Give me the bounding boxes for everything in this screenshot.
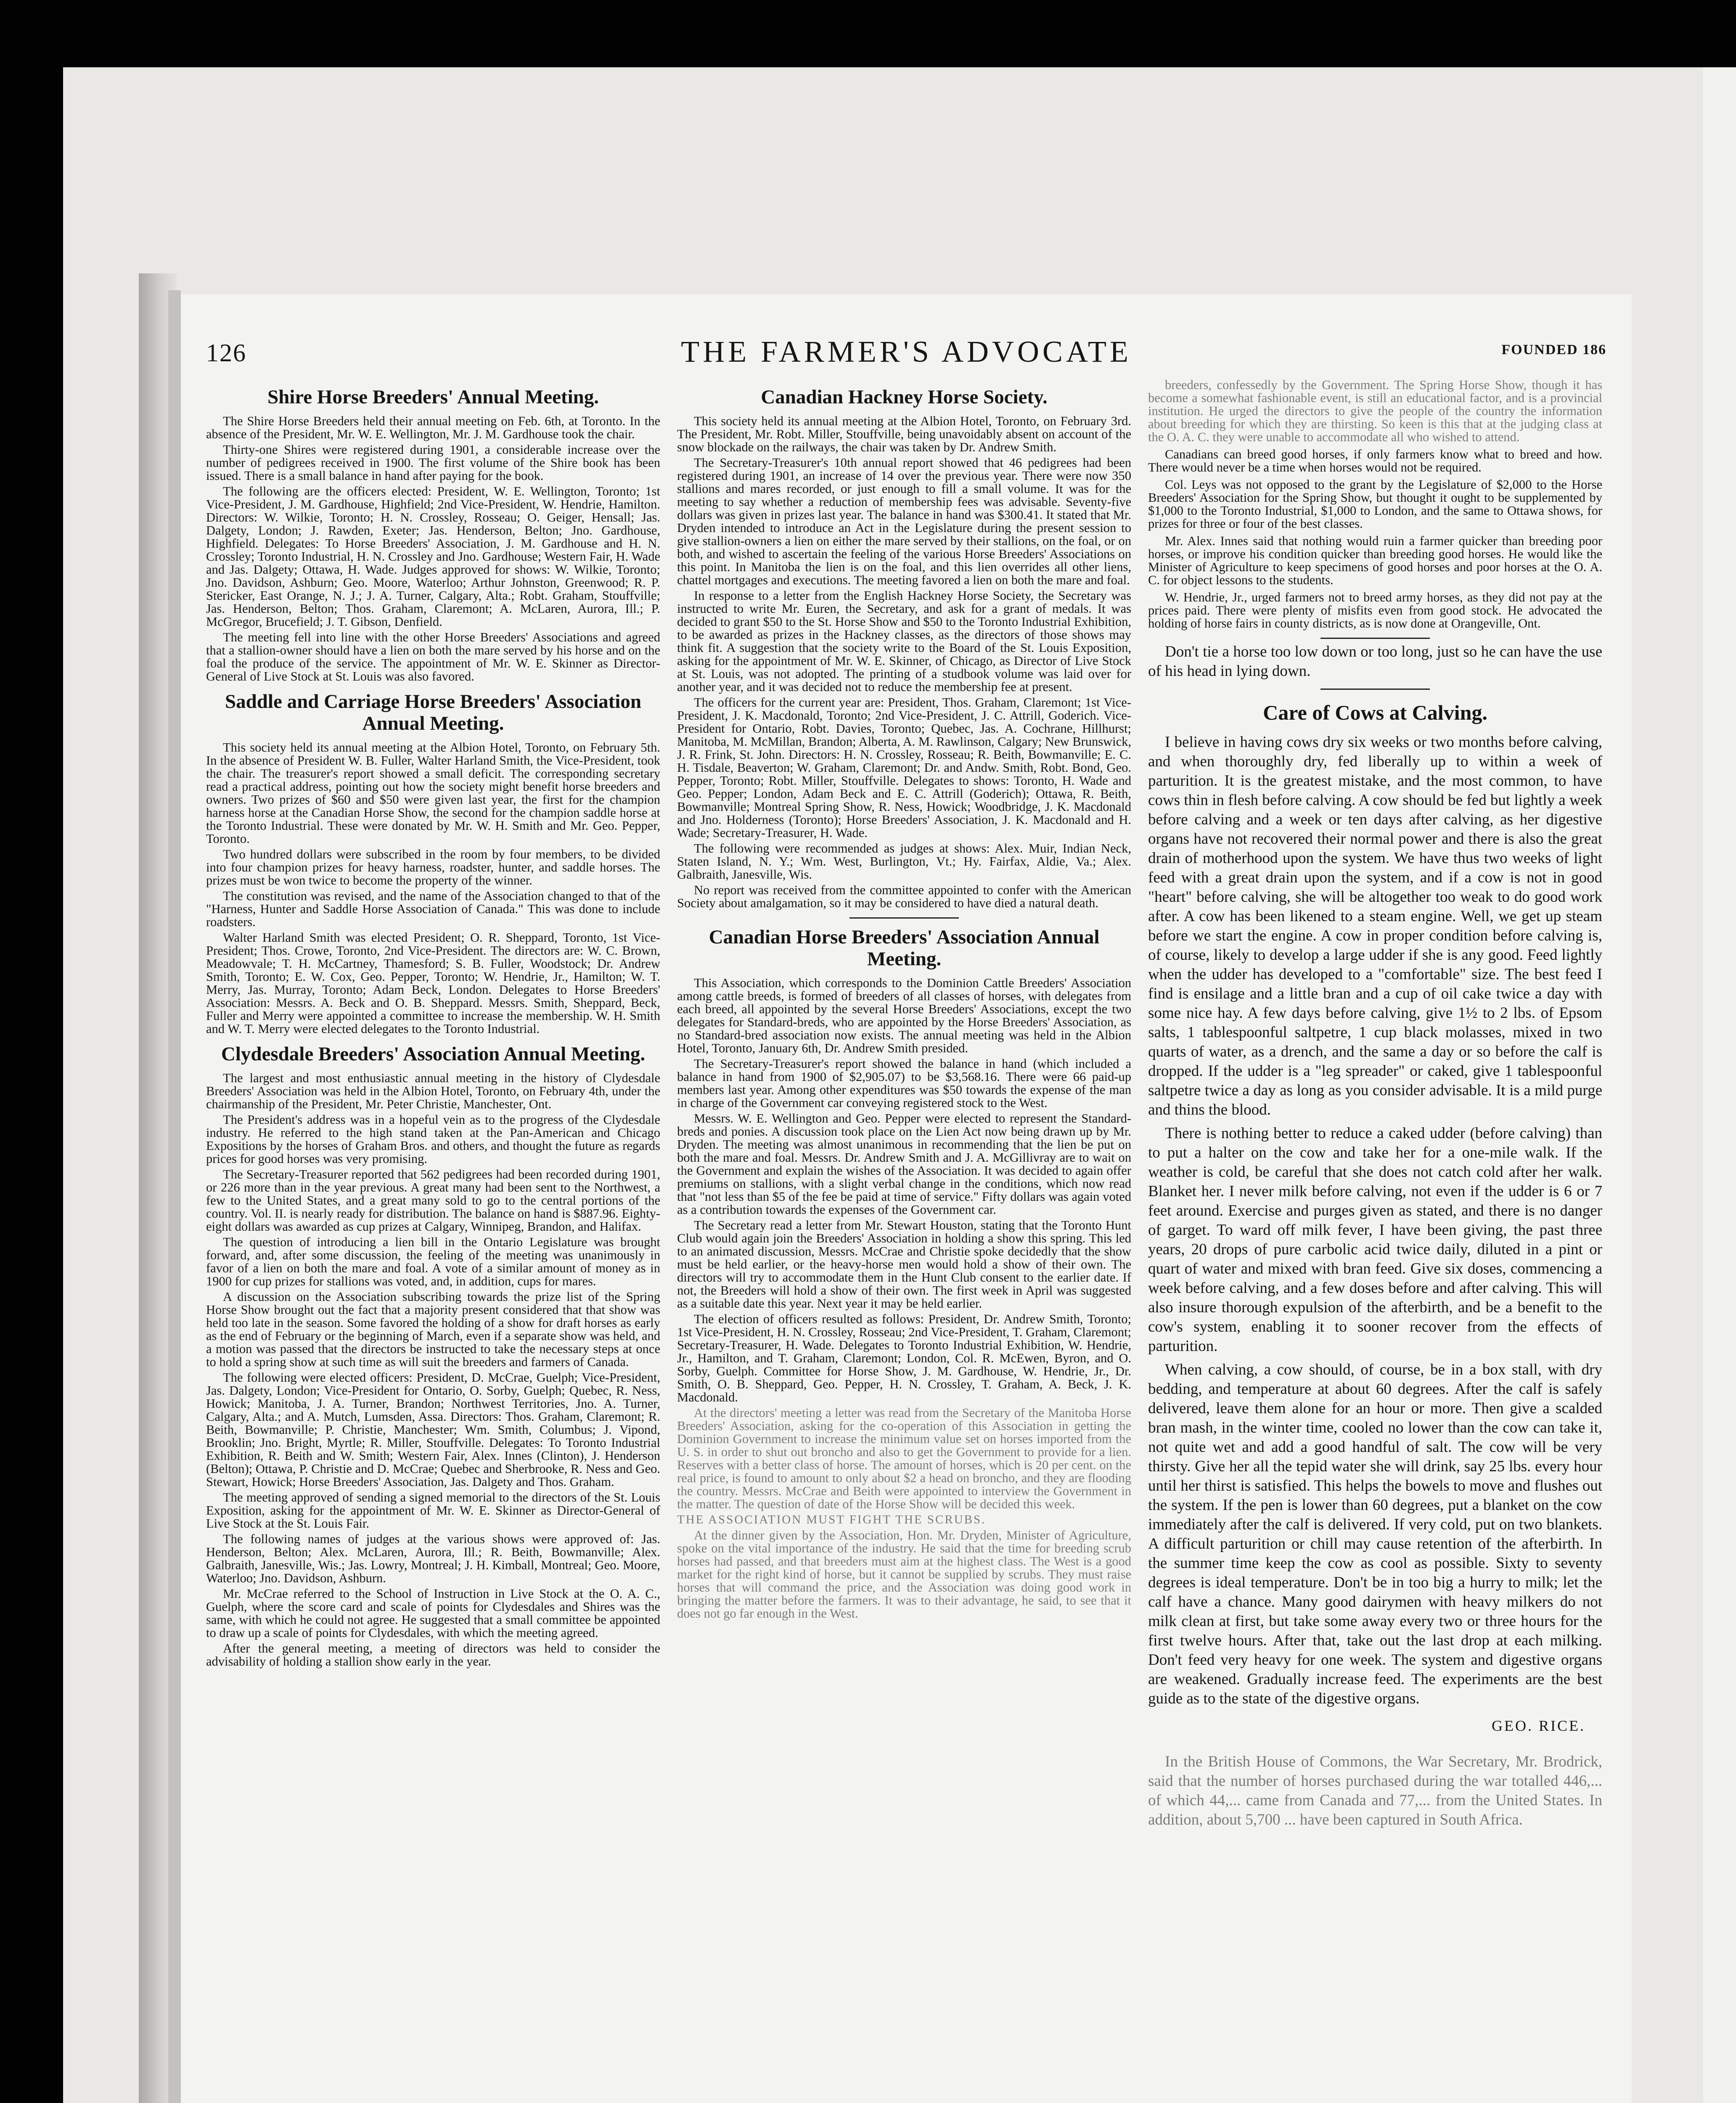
author-signature: GEO. RICE.	[1492, 1717, 1585, 1734]
clydesdale-article-title: Clydesdale Breeders' Association Annual Meeting.	[221, 1043, 646, 1065]
section-divider	[1321, 638, 1430, 639]
shire-paragraph: The Shire Horse Breeders held their annual meeting on Feb. 6th, at Toronto. In the absence of the President, Mr. W. E. Wellington, Mr. J. M. Gardhouse took the chair.	[206, 414, 660, 441]
continued-paragraph: Canadians can breed good horses, if only farmers know what to breed and how. There would never be a time when horses would not be required.	[1148, 447, 1602, 474]
founded-label: FOUNDED 186	[1501, 342, 1606, 358]
clydesdale-paragraph: A discussion on the Association subscribing towards the prize list of the Spring Horse Show brought out the fact that a majority present considered that that show was held too late in the season. Some favored the holding of a show for draft horses as early as the end of February or the beginning of March, even if a separate show was held, and a motion was passed that the directors be instructed to take the necessary steps at once to hold a spring show at such time as will suit the breeders and farmers of Canada.	[206, 1290, 660, 1369]
horse-breeders-article-title: Canadian Horse Breeders' Association Annual Meeting.	[709, 926, 1100, 970]
column-1	[206, 379, 660, 2103]
section-divider	[849, 917, 959, 919]
saddle-paragraph: Walter Harland Smith was elected President; O. R. Sheppard, Toronto, 1st Vice-President; Thos. Crowe, Toronto, 2nd Vice-President. The directors are: W. C. Brown, Meadowvale; T. H. McCartney, Thamesford; S. B. Fuller, Woodstock; Dr. Andrew Smith, Toronto; E. W. Cox, Geo. Pepper, Toronto; W. Hendrie, Jr., Hamilton; W. T. Merry, Jas. Murray, Toronto; Adam Beck, London. Delegates to Horse Breeders' Association: Messrs. A. Beck and O. B. Sheppard. Messrs. Smith, Sheppard, Beck, Fuller and Merry were appointed a committee to increase the membership. W. H. Smith and W. T. Merry were elected delegates to the Toronto Industrial.	[206, 930, 660, 1036]
saddle-paragraph: Two hundred dollars were subscribed in the room by four members, to be divided into four champion prizes for heavy harness, roadster, hunter, and saddle horses. The prizes must be won twice to become the property of the winner.	[206, 847, 660, 887]
continued-paragraph: Mr. Alex. Innes said that nothing would ruin a farmer quicker than breeding poor horses, or improve his condition quicker than breeding good horses. He would like the Minister of Agriculture to keep specimens of good horses and poor horses at the O. A. C. for object lessons to the students.	[1148, 534, 1602, 587]
hackney-paragraph: The Secretary-Treasurer's 10th annual report showed that 46 pedigrees had been registered during 1901, an increase of 14 over the previous year. There were now 350 stallions and mares recorded, or just enough to fill a small volume. It was for the meeting to say whether a reduction of membership fees was advisable. Seventy-five dollars was given in prizes last year. The balance in hand was $300.41. It stated that Mr. Dryden intended to introduce an Act in the Legislature during the present session to give stallion-owners a lien on either the mare served by their stallions, on the foal, or on both, and wished to ascertain the feeling of the various Horse Breeders' Associations on this point. In Manitoba the lien is on the foal, and this lien overrides all other liens, chattel mortgages and executions. The meeting favored a lien on both the mare and foal.	[677, 456, 1131, 587]
page-number: 126	[206, 339, 246, 367]
publication-title: THE FARMER'S ADVOCATE	[681, 335, 1132, 368]
clydesdale-paragraph: After the general meeting, a meeting of directors was held to consider the advisability of holding a stallion show early in the year.	[206, 1641, 660, 1669]
shire-article-title: Shire Horse Breeders' Annual Meeting.	[267, 386, 599, 408]
horse-breeders-paragraph: At the dinner given by the Association, Hon. Mr. Dryden, Minister of Agriculture, spoke on the vital importance of the industry. He said that the time for breeding scrub horses had passed, and that breeders must aim at the highest class. The West is a good market for the right kind of horse, but it cannot be supplied by scrubs. They must raise horses that will command the price, and the Association was doing good work in bringing the matter before the farmers. It was to their advantage, he said, to see that it does not go far enough in the West.	[677, 1528, 1131, 1621]
continued-paragraph: W. Hendrie, Jr., urged farmers not to breed army horses, as they did not pay at the prices paid. There were plenty of misfits even from good stock. He advocated the holding of horse fairs in county districts, as is now done at Orangeville, Ont.	[1148, 590, 1602, 630]
clydesdale-paragraph: The Secretary-Treasurer reported that 562 pedigrees had been recorded during 1901, or 226 more than in the year previous. A great many had been sent to the Northwest, a few to the United States, and a great many sold to go to the central portions of the country. Vol. II. is nearly ready for distribution. The balance on hand is $887.96. Eighty-eight dollars was awarded as cup prizes at Calgary, Winnipeg, Brandon, and Halifax.	[206, 1167, 660, 1234]
horse-breeders-paragraph: Messrs. W. E. Wellington and Geo. Pepper were elected to represent the Standard-breds and ponies. A discussion took place on the Lien Act now being drawn up by Mr. Dryden. The meeting was almost unanimous in recommending that the lien be put on both the mare and foal. Messrs. Dr. Andrew Smith and J. A. McGillivray are to wait on the Government and explain the wishes of the Association. It was decided to again offer premiums on stallions, with a slight verbal change in the conditions, which now read that "not less than $5 of the fee be paid at time of service." Fifty dollars was again voted as a contribution towards the expenses of the Government car.	[677, 1111, 1131, 1217]
cows-paragraph: I believe in having cows dry six weeks or two months before calving, and when thoroughly dry, fed liberally up to within a week of parturition. It is the greatest mistake, and the most common, to have cows thin in flesh before calving. A cow should be fed but lightly a week before calving and a week or ten days after calving, as her digestive organs have not recovered their normal power and there is also the great drain of motherhood upon the system. We have thus two weeks of light feed with a great drain upon the system, and if a cow is not in good "heart" before calving, she will be altogether too weak to do good work after. A cow has been likened to a steam engine. Well, we get up steam before we start the engine. A cow in proper condition before calving is, of course, likely to develop a large udder if she is any good. Feed lightly when the udder has developed to a "comfortable" size. The best feed I find is ensilage and a little bran and a cup of oil cake twice a day with some nice hay. A few days before calving, give 1½ to 2 lbs. of Epsom salts, 1 tablespoonful saltpetre, 1 cup black molasses, mixed in two quarts of water, as a drench, and the same a day or so before the calf is dropped. If the udder is a "leg spreader" or caked, give 1 tablespoonful saltpetre twice a day as long as you consider advisable. It is a mild purge and thins the blood.	[1148, 734, 1602, 1118]
horse-breeders-paragraph: At the directors' meeting a letter was read from the Secretary of the Manitoba Horse Breeders' Association, asking for the co-operation of this Association in getting the Dominion Government to increase the minimum value set on horses imported from the U. S. in order to shut out broncho and also to get the Government to provide for a lien. Reserves with a better class of horse. The amount of horses, which is 20 per cent. on the real price, is found to amount to only about $2 a head on broncho, and they are flooding the country. Messrs. McCrae and Beith were appointed to interview the Government in the matter. The question of date of the Horse Show will be decided this week.	[677, 1406, 1131, 1511]
section-divider	[1321, 689, 1430, 690]
newspaper-page	[181, 294, 1632, 2103]
horse-breeders-paragraph: The election of officers resulted as follows: President, Dr. Andrew Smith, Toronto; 1st Vice-President, H. N. Crossley, Rosseau; 2nd Vice-President, T. Graham, Claremont; Secretary-Treasurer, H. Wade. Delegates to Toronto Industrial Exhibition, W. Hendrie, Jr., Hamilton, and T. Graham, Claremont; London, Col. R. McEwen, Byron, and O. Sorby, Guelph. Committee for Horse Show, J. M. Gardhouse, W. Hendrie, Jr., Dr. Smith, O. B. Sheppard, Geo. Pepper, H. N. Crossley, T. Graham, A. Beck, J. K. Macdonald.	[677, 1312, 1131, 1404]
shire-paragraph: The meeting fell into line with the other Horse Breeders' Associations and agreed that a stallion-owner should have a lien on both the mare served by his horse and on the foal the produce of the service. The appointment of Mr. W. E. Skinner as Director-General of Live Stock at St. Louis was also favored.	[206, 630, 660, 683]
clydesdale-paragraph: The meeting approved of sending a signed memorial to the directors of the St. Louis Exposition, asking for the appointment of Mr. W. E. Skinner as Director-General of Live Stock at the St. Louis Fair.	[206, 1490, 660, 1531]
hackney-article-title: Canadian Hackney Horse Society.	[761, 386, 1048, 408]
hackney-paragraph: This society held its annual meeting at the Albion Hotel, Toronto, on February 3rd. The President, Mr. Robt. Miller, Stouffville, being unavoidably absent on account of the snow blockade on the railways, the chair was taken by Dr. Andrew Smith.	[677, 414, 1131, 454]
cows-paragraph: There is nothing better to reduce a caked udder (before calving) than to put a halter on the cow and take her for a one-mile walk. If the weather is cold, be careful that she does not catch cold after her walk. Blanket her. I never milk before calving, not even if the udder is 6 or 7 feet around. Exercise and purges given as stated, and there is no danger of garget. To ward off milk fever, I have been giving, the past three years, 20 drops of pure carbolic acid twice daily, diluted in a pint or quart of water and mixed with bran feed. Give six doses, commencing a week before calving, and a few doses before and after calving. This will also insure thorough expulsion of the afterbirth, and be a benefit to the cow's system, enabling it to sooner recover from the effects of parturition.	[1148, 1125, 1602, 1355]
hackney-paragraph: The officers for the current year are: President, Thos. Graham, Claremont; 1st Vice-President, J. K. Macdonald, Toronto; 2nd Vice-President, J. C. Attrill, Goderich. Vice-President for Ontario, Robt. Davies, Toronto; Quebec, Jas. A. Cochrane, Hillhurst; Manitoba, M. McMillan, Brandon; Alberta, A. M. Rawlinson, Calgary; New Brunswick, J. R. Frink, St. John. Directors: H. N. Crossley, Rosseau; R. Beith, Bowmanville; E. C. H. Tisdale, Beaverton; W. Graham, Claremont; Dr. and Andw. Smith, Robt. Bond, Geo. Pepper, Toronto; Robt. Miller, Stouffville. Delegates to shows: Toronto, H. Wade and Geo. Pepper; London, Adam Beck and E. C. Attrill (Goderich); Ottawa, R. Beith, Bowmanville; Montreal Spring Show, R. Ness, Howick; Woodbridge, J. K. Macdonald and Jno. Holderness (Toronto); Horse Breeders' Association, J. K. Macdonald and H. Wade; Secretary-Treasurer, H. Wade.	[677, 695, 1131, 840]
cows-article-title: Care of Cows at Calving.	[1263, 701, 1487, 724]
hackney-paragraph: In response to a letter from the English Hackney Horse Society, the Secretary was instructed to write Mr. Euren, the Secretary, and ask for a grant of medals. It was decided to grant $50 to the St. Horse Show and $50 to the Toronto Industrial Exhibition, to be awarded as prizes in the Hackney classes, as the directors of those shows may think fit. A suggestion that the society write to the Board of the St. Louis Exposition, asking for the appointment of Mr. W. E. Skinner, of Chicago, as Director of Live Stock at St. Louis, was not adopted. The printing of a studbook volume was laid over for another year, and it was decided not to reduce the membership fee at present.	[677, 588, 1131, 694]
saddle-paragraph: This society held its annual meeting at the Albion Hotel, Toronto, on February 5th. In the absence of President W. B. Fuller, Walter Harland Smith, the Vice-President, took the chair. The treasurer's report showed a small deficit. The corresponding secretary read a practical address, pointing out how the society might benefit horse breeders and owners. Two prizes of $60 and $50 were given last year, the first for the champion harness horse at the Canadian Horse Show, the second for the champion saddle horse at the Toronto Industrial. These were donated by Mr. W. H. Smith and Mr. Geo. Pepper, Toronto.	[206, 740, 660, 846]
horse-breeders-paragraph: The Secretary-Treasurer's report showed the balance in hand (which included a balance in hand from 1900 of $2,905.07) to be $3,568.16. There were 66 paid-up members last year. Among other expenditures was $50 towards the expense of the man in charge of the Government car conveying registered stock to the West.	[677, 1057, 1131, 1110]
clydesdale-paragraph: The question of introducing a lien bill in the Ontario Legislature was brought forward, and, after some discussion, the feeling of the meeting was unanimously in favor of a lien on both the mare and foal. A vote of a similar amount of money as in 1900 for cup prizes for stallions was voted, and, in addition, cups for mares.	[206, 1235, 660, 1288]
column-3	[1148, 379, 1602, 2103]
shire-paragraph: The following are the officers elected: President, W. E. Wellington, Toronto; 1st Vice-President, J. M. Gardhouse, Highfield; 2nd Vice-President, W. Hendrie, Hamilton. Directors: W. Wilkie, Toronto; H. N. Crossley, Rosseau; O. Geiger, Hensall; Jas. Dalgety, London; J. Rawden, Exeter; Jas. Henderson, Belton; Jno. Gardhouse, Highfield. Delegates: To Horse Breeders' Association, J. M. Gardhouse and H. N. Crossley; Toronto Industrial, H. N. Crossley and Jno. Gardhouse; Western Fair, H. Wade and Jas. Dalgety; Ottawa, H. Wade. Judges approved for shows: W. Wilkie, Toronto; Jno. Davidson, Ashburn; Geo. Moore, Waterloo; Arthur Johnston, Greenwood; R. P. Stericker, East Orange, N. J.; J. A. Turner, Calgary, Alta.; Robt. Graham, Stouffville; Jas. Henderson, Belton; Thos. Graham, Claremont; A. McLaren, Aurora, Ill.; P. McGregor, Brucefield; J. T. Gibson, Denfield.	[206, 484, 660, 629]
saddle-paragraph: The constitution was revised, and the name of the Association changed to that of the "Harness, Hunter and Saddle Horse Association of Canada." This was done to include roadsters.	[206, 889, 660, 929]
hackney-paragraph: The following were recommended as judges at shows: Alex. Muir, Indian Neck, Staten Island, N. Y.; Wm. West, Burlington, Vt.; Hy. Fairfax, Aldie, Va.; Alex. Galbraith, Janesville, Wis.	[677, 841, 1131, 882]
news-note: In the British House of Commons, the War Secretary, Mr. Brodrick, said that the number of horses purchased during the war totalled 446,... of which 44,... came from Canada and 77,... from the United States. In addition, about 5,700 ... have been captured in South Africa.	[1148, 1753, 1602, 1828]
continued-paragraph: breeders, confessedly by the Government. The Spring Horse Show, though it has become a somewhat fashionable event, is still an educational factor, and is a provincial institution. He urged the directors to give the people of the country the information about breeding for which they are thirsting. So keen is this that at the judging class at the O. A. C. they were unable to accommodate all who wished to attend.	[1148, 379, 1602, 444]
horse-tip: Don't tie a horse too low down or too long, just so he can have the use of his head in lying down.	[1148, 643, 1602, 680]
column-2	[677, 379, 1131, 2103]
shire-paragraph: Thirty-one Shires were registered during 1901, a considerable increase over the number of pedigrees received in 1900. The first volume of the Shire book has been issued. There is a small balance in hand after paying for the book.	[206, 442, 660, 483]
horse-breeders-subheading: THE ASSOCIATION MUST FIGHT THE SCRUBS.	[677, 1513, 986, 1526]
saddle-article-title: Saddle and Carriage Horse Breeders' Association Annual Meeting.	[225, 691, 641, 734]
clydesdale-paragraph: The following names of judges at the various shows were approved of: Jas. Henderson, Belton; Alex. McLaren, Aurora, Ill.; R. Beith, Bowmanville; Alex. Galbraith, Janesville, Wis.; Jas. Lowry, Montreal; J. H. Kimball, Montreal; Geo. Moore, Waterloo; Jno. Davidson, Ashburn.	[206, 1532, 660, 1585]
continued-paragraph: Col. Leys was not opposed to the grant by the Legislature of $2,000 to the Horse Breeders' Association for the Spring Show, but thought it ought to be supplemented by $1,000 to the Toronto Industrial, $1,000 to London, and the same to Ottawa shows, for prizes for three or four of the best classes.	[1148, 477, 1602, 531]
page-header	[206, 334, 1606, 372]
hackney-paragraph: No report was received from the committee appointed to confer with the American Society about amalgamation, so it may be considered to have died a natural death.	[677, 883, 1131, 910]
clydesdale-paragraph: The President's address was in a hopeful vein as to the progress of the Clydesdale industry. He referred to the high stand taken at the Pan-American and Chicago Expositions by the horses of Graham Bros. and others, and thought the future as regards prices for good horses was very promising.	[206, 1112, 660, 1166]
horse-breeders-paragraph: This Association, which corresponds to the Dominion Cattle Breeders' Association among cattle breeds, is formed of breeders of all classes of horses, with delegates from each breed, all appointed by the several Horse Breeders' Associations, except the two delegates for Standard-breds, who are appointed by the Horse Breeders' Association, as no Standard-bred association now exists. The annual meeting was held in the Albion Hotel, Toronto, January 6th, Dr. Andrew Smith presided.	[677, 976, 1131, 1055]
clydesdale-paragraph: Mr. McCrae referred to the School of Instruction in Live Stock at the O. A. C., Guelph, where the score card and scale of points for Clydesdales and Shires was the same, with which he could not agree. He suggested that a small committee be appointed to draw up a scale of points for Clydesdales, with which the meeting agreed.	[206, 1587, 660, 1640]
cows-paragraph: When calving, a cow should, of course, be in a box stall, with dry bedding, and temperature at about 60 degrees. After the calf is safely delivered, leave them alone for an hour or more. Then give a scalded bran mash, in the winter time, cooled no lower than the cow can take it, not quite wet and add a good handful of salt. The cow will be very thirsty. Give her all the tepid water she will drink, say 25 lbs. every hour until her thirst is satisfied. This helps the bowels to move and flushes out the system. If the pen is lower than 60 degrees, put a blanket on the cow immediately after the calf is delivered. If very cold, put on two blankets. A difficult parturition or chill may cause retention of the afterbirth. In the summer time keep the cow as cool as possible. Sixty to seventy degrees is ideal temperature. Don't be in too big a hurry to milk; let the calf have a chance. Many good dairymen with heavy milkers do not milk clean at first, but take some away every two or three hours for the first twelve hours. After that, take out the last drop at each milking. Don't feed very heavy for one week. The system and digestive organs are weakened. Gradually increase feed. The experiments are the best guide as to the state of the digestive organs.	[1148, 1361, 1602, 1707]
clydesdale-paragraph: The following were elected officers: President, D. McCrae, Guelph; Vice-President, Jas. Dalgety, London; Vice-President for Ontario, O. Sorby, Guelph; Quebec, R. Ness, Howick; Manitoba, J. A. Turner, Brandon; Northwest Territories, Jno. A. Turner, Calgary, Alta.; and A. Mutch, Lumsden, Assa. Directors: Thos. Graham, Claremont; R. Beith, Bowmanville; P. Christie, Manchester; Wm. Smith, Columbus; J. Vipond, Brooklin; Jno. Bright, Myrtle; R. Miller, Stouffville. Delegates: To Toronto Industrial Exhibition, R. Beith and W. Smith; Western Fair, Alex. Innes (Clinton), J. Henderson (Belton); Ottawa, P. Christie and D. McCrae; Quebec and Sherbrooke, R. Ness and Geo. Stewart, Howick; Horse Breeders' Association, Jas. Dalgety and Thos. Graham.	[206, 1370, 660, 1489]
adjacent-page-edge	[1703, 67, 1736, 2103]
clydesdale-paragraph: The largest and most enthusiastic annual meeting in the history of Clydesdale Breeders' Association was held in the Albion Hotel, Toronto, on February 4th, under the chairmanship of the President, Mr. Peter Christie, Manchester, Ont.	[206, 1071, 660, 1111]
horse-breeders-paragraph: The Secretary read a letter from Mr. Stewart Houston, stating that the Toronto Hunt Club would again join the Breeders' Association in holding a show this spring. This led to an animated discussion, Messrs. McCrae and Christie spoke decidedly that the show must be held earlier, or the heavy-horse men would hold a show of their own. The directors will try to accommodate them in the Hunt Club consent to the earlier date. If not, the Breeders will hold a show of their own. The first week in April was suggested as a suitable date this year. Next year it may be held earlier.	[677, 1218, 1131, 1311]
page-gutter	[168, 290, 181, 2103]
